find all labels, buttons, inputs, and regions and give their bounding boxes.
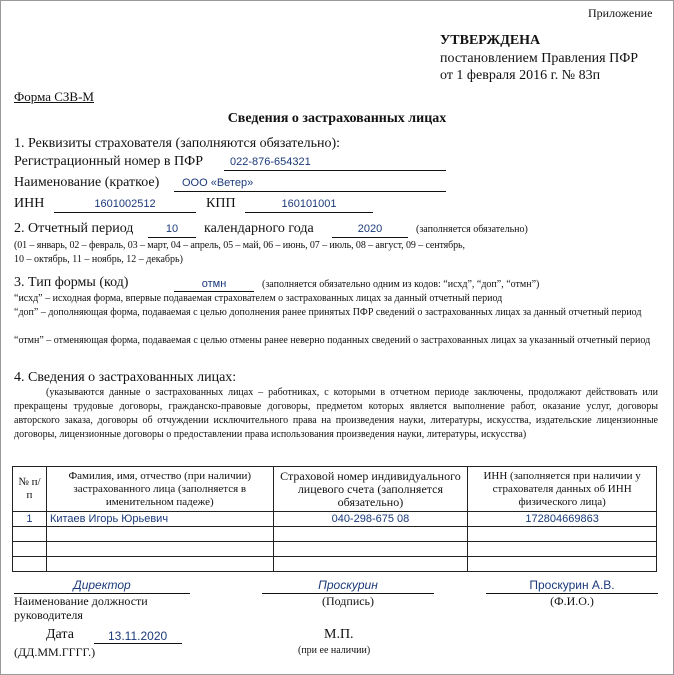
- position-label: Наименование должности руководителя: [14, 594, 148, 622]
- cell-inn: [468, 527, 657, 542]
- kpp-value: 160101001: [281, 198, 337, 210]
- cell-inn: [468, 542, 657, 557]
- position-field: [14, 578, 190, 594]
- cell-snils: [273, 542, 468, 557]
- table-row: [13, 557, 657, 572]
- form-type-label: 3. Тип формы (код): [14, 275, 129, 290]
- fio-value: Проскурин А.В.: [529, 578, 615, 592]
- section4-heading: 4. Сведения о застрахованных лицах:: [14, 370, 237, 385]
- inn-label: ИНН: [14, 196, 45, 211]
- year-value: 2020: [357, 223, 383, 235]
- form-type-dop: “доп” – дополняющая форма, подаваемая с целью дополнения ранее принятых ПФР сведений о застрахованных лицах за данный отчетный период: [14, 307, 642, 318]
- period-note: (заполняется обязательно): [416, 224, 528, 235]
- form-type-note: (заполняется обязательно одним из кодов: “исхд”, “доп”, “отмн”): [262, 279, 540, 290]
- signature-label: (Подпись): [321, 594, 375, 608]
- cell-number: [13, 542, 47, 557]
- decree-line-1: постановлением Правления ПФР: [440, 51, 639, 66]
- position-value: Директор: [73, 578, 131, 592]
- stamp-label: М.П.: [324, 627, 354, 642]
- cell-snils: [273, 557, 468, 572]
- table-row: [13, 542, 657, 557]
- inn-value: 1601002512: [94, 198, 156, 210]
- section1-heading: 1. Реквизиты страхователя (заполняются обязательно):: [14, 136, 340, 151]
- form-type-value: отмн: [201, 278, 227, 290]
- period-label: 2. Отчетный период: [14, 221, 134, 236]
- cell-fullname: [46, 527, 273, 542]
- section4-note: (указываются данные о застрахованных лицах – работниках, с которыми в отчетном периоде заключены, продолжают действовать или прекращены трудовые договоры, гражданско-правовые договоры, предметом которых является выполнение работ, оказание услуг, договоры авторского заказа, договоры об отчуждении исключительного права на произведения науки, литературы, искусства, издательские лицензионные договоры, лицензионные договоры о предоставлении права использования произведения науки, литературы, искусства): [14, 387, 658, 440]
- decree-line-2: от 1 февраля 2016 г. № 83п: [440, 68, 601, 83]
- col-number-header: № п/п: [13, 467, 47, 512]
- table-row: [13, 512, 657, 527]
- reg-number-label: Регистрационный номер в ПФР: [14, 154, 203, 169]
- col-snils-header: Страховой номер индивидуального лицевого счета (заполняется обязательно): [273, 467, 468, 512]
- date-format: (ДД.ММ.ГГГГ.): [14, 645, 96, 659]
- table-row: [13, 527, 657, 542]
- cell-inn: 172804669863: [468, 512, 657, 527]
- cell-inn: [468, 557, 657, 572]
- form-title: Сведения о застрахованных лицах: [227, 111, 447, 126]
- cell-fullname: Китаев Игорь Юрьевич: [46, 512, 273, 527]
- month-codes-line-2: 10 – октябрь, 11 – ноябрь, 12 – декабрь): [14, 254, 183, 265]
- year-label: календарного года: [204, 221, 314, 236]
- date-value: 13.11.2020: [108, 629, 168, 643]
- form-type-otmn: “отмн” – отменяющая форма, подаваемая с целью отмены ранее неверно поданных сведений о застрахованных лицах за указанный отчетный период: [14, 335, 651, 346]
- date-label: Дата: [46, 627, 74, 642]
- date-field: [94, 628, 182, 644]
- kpp-label: КПП: [206, 196, 236, 211]
- col-fullname-header: Фамилия, имя, отчество (при наличии) застрахованного лица (заполняется в именительном падеже): [46, 467, 273, 512]
- form-code: Форма СЗВ-М: [14, 89, 94, 104]
- table-header-row: [13, 467, 657, 512]
- cell-number: 1: [13, 512, 47, 527]
- cell-number: [13, 557, 47, 572]
- reg-number-value: 022-876-654321: [230, 156, 311, 168]
- month-codes-line-1: (01 – январь, 02 – февраль, 03 – март, 04 – апрель, 05 – май, 06 – июнь, 07 – июль, 08 – август, 09 – сентябрь,: [14, 240, 465, 251]
- insured-persons-table: [12, 466, 657, 572]
- col-inn-header: ИНН (заполняется при наличии у страхователя данных об ИНН физического лица): [468, 467, 657, 512]
- cell-number: [13, 527, 47, 542]
- cell-fullname: [46, 542, 273, 557]
- org-name-value: ООО «Ветер»: [182, 177, 254, 189]
- period-value: 10: [165, 223, 179, 235]
- stamp-note: (при ее наличии): [298, 645, 371, 656]
- org-name-label: Наименование (краткое): [14, 175, 160, 190]
- fio-label: (Ф.И.О.): [550, 594, 594, 608]
- form-type-ishd: “исхд” – исходная форма, впервые подаваемая страхователем о застрахованных лицах за данный отчетный период: [14, 293, 503, 304]
- signature-value: Проскурин: [318, 578, 378, 592]
- appendix-label: Приложение: [588, 6, 653, 20]
- fio-field: [486, 578, 658, 594]
- cell-snils: 040-298-675 08: [273, 512, 468, 527]
- cell-snils: [273, 527, 468, 542]
- cell-fullname: [46, 557, 273, 572]
- signature-field: [262, 578, 434, 594]
- approved-label: УТВЕРЖДЕНА: [440, 33, 541, 48]
